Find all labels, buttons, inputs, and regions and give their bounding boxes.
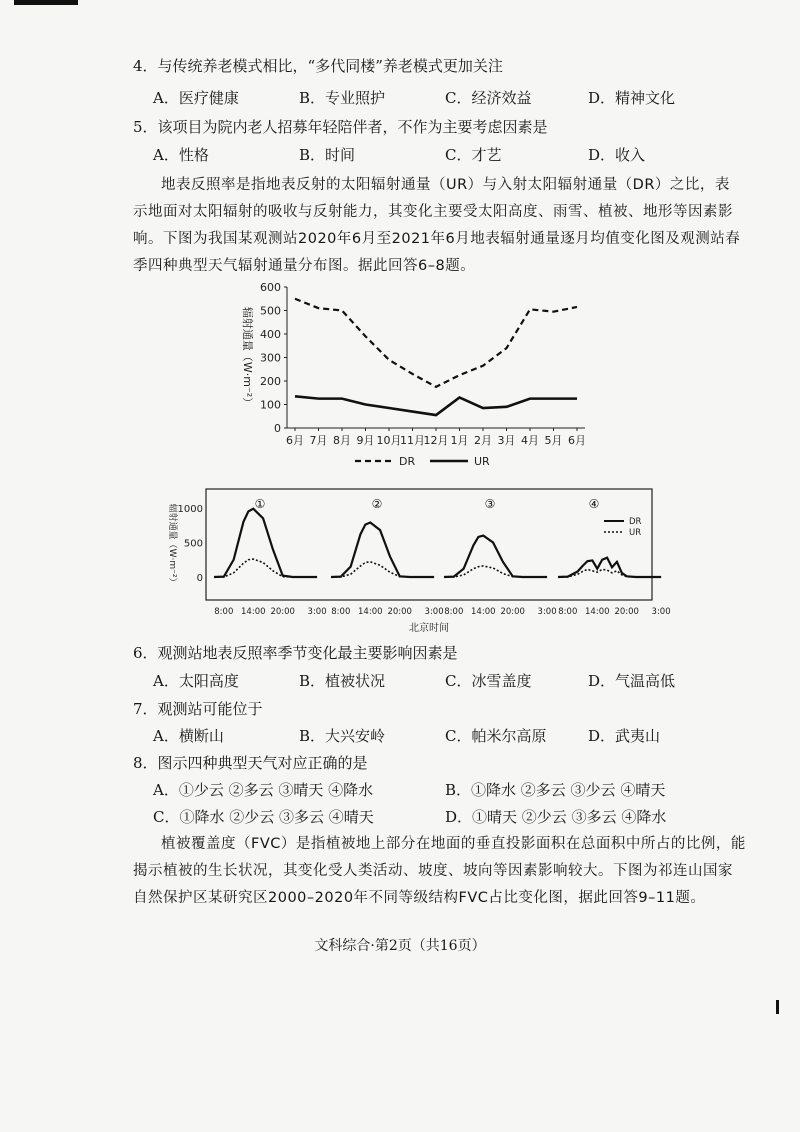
- passage-1-line-1: 地表反照率是指地表反射的太阳辐射通量（UR）与入射太阳辐射通量（DR）之比，表: [161, 177, 730, 193]
- legend-label-dr: DR: [399, 455, 416, 468]
- question-7-option-d: D．武夷山: [588, 727, 661, 745]
- series-line-ur: [295, 396, 577, 415]
- x-tick-label: 8:00: [214, 607, 234, 617]
- question-5-option-d: D．收入: [588, 146, 646, 164]
- x-tick-label: 8:00: [558, 607, 578, 617]
- question-6-option-c: C．冰雪盖度: [445, 672, 532, 690]
- y-tick-label: 200: [260, 375, 281, 388]
- x-tick-label: 12月: [423, 434, 449, 447]
- question-8-option-d: D．①晴天 ②少云 ③多云 ④降水: [445, 808, 667, 826]
- question-6-option-d: D．气温高低: [588, 672, 676, 690]
- x-tick-label: 20:00: [614, 607, 639, 617]
- passage-2-line-3: 自然保护区某研究区2000–2020年不同等级结构FVC占比变化图，据此回答9–11题。: [133, 890, 706, 906]
- y-tick-label: 100: [260, 398, 281, 412]
- x-tick-label: 20:00: [387, 607, 412, 617]
- panel-3-dr-line: [444, 536, 547, 577]
- x-tick-label: 9月: [356, 434, 375, 447]
- panel-label: ③: [484, 497, 496, 511]
- question-5-option-b: B．时间: [299, 146, 356, 164]
- legend-label-ur: UR: [474, 455, 490, 468]
- x-tick-label: 2月: [474, 434, 492, 447]
- x-tick-label: 14:00: [471, 607, 496, 617]
- question-7-stem: 7．观测站可能位于: [133, 700, 263, 718]
- page-footer: 文科综合·第2页（共16页）: [314, 938, 486, 954]
- panel-2-dr-line: [331, 522, 434, 577]
- x-tick-label: 20:00: [270, 607, 295, 617]
- passage-1-line-4: 季四种典型天气辐射通量分布图。据此回答6–8题。: [133, 258, 476, 274]
- x-tick-label: 8月: [333, 434, 351, 447]
- question-8-option-b: B．①降水 ②多云 ③少云 ④晴天: [445, 781, 666, 799]
- scan-side-mark: [776, 1000, 779, 1014]
- chart-frame: [206, 489, 652, 600]
- question-6-option-b: B．植被状况: [299, 672, 386, 690]
- x-tick-label: 8:00: [444, 607, 464, 617]
- y-tick-label: 0: [274, 422, 281, 435]
- x-tick-label: 20:00: [500, 607, 525, 617]
- question-8-option-c: C．①降水 ②少云 ③多云 ④晴天: [153, 808, 374, 826]
- x-tick-label: 3:00: [651, 607, 671, 617]
- x-tick-label: 8:00: [331, 607, 351, 617]
- passage-2-line-2: 揭示植被的生长状况，其变化受人类活动、坡度、坡向等因素影响较大。下图为祁连山国家: [133, 863, 733, 879]
- x-tick-label: 10月: [376, 434, 402, 447]
- passage-2-line-1: 植被覆盖度（FVC）是指植被地上部分在地面的垂直投影面积在总面积中所占的比例，能: [161, 836, 746, 852]
- x-tick-label: 11月: [400, 434, 425, 447]
- question-7-option-c: C．帕米尔高原: [445, 727, 547, 745]
- question-8-option-a: A．①少云 ②多云 ③晴天 ④降水: [153, 781, 374, 799]
- y-axis-label: 辐射通量（W·m⁻²）: [241, 306, 254, 409]
- legend-label-dr: DR: [629, 517, 642, 527]
- x-tick-label: 7月: [309, 434, 328, 447]
- y-tick-label: 300: [260, 351, 281, 365]
- question-4-stem: 4．与传统养老模式相比，“多代同楼”养老模式更加关注: [133, 57, 503, 75]
- passage-1-line-2: 示地面对太阳辐射的吸收与反射能力，其变化主要受太阳高度、雨雪、植被、地形等因素影: [133, 204, 733, 220]
- panel-label: ②: [371, 497, 383, 511]
- question-6-option-a: A．太阳高度: [153, 672, 239, 690]
- y-tick-label: 0: [196, 573, 203, 584]
- question-4-option-c: C．经济效益: [445, 89, 532, 107]
- panel-1-dr-line: [214, 509, 317, 577]
- series-line-dr: [295, 299, 577, 387]
- x-tick-label: 3:00: [537, 607, 557, 617]
- x-tick-label: 6月: [286, 434, 304, 447]
- question-5-option-c: C．才艺: [445, 146, 502, 164]
- x-tick-label: 5月: [544, 434, 563, 447]
- x-tick-label: 14:00: [585, 607, 610, 617]
- question-7-option-a: A．横断山: [153, 727, 224, 745]
- typical-weather-radiation-chart: [0, 480, 800, 640]
- question-4-option-a: A．医疗健康: [153, 89, 239, 107]
- question-8-stem: 8．图示四种典型天气对应正确的是: [133, 754, 368, 772]
- y-axis-label: 辐射通量（W·m⁻²）: [167, 503, 177, 587]
- question-4-option-d: D．精神文化: [588, 89, 676, 107]
- panel-4-dr-line: [558, 558, 661, 577]
- passage-1-line-3: 响。下图为我国某观测站2020年6月至2021年6月地表辐射通量逐月均值变化图及观测站春: [133, 231, 741, 247]
- question-4-option-b: B．专业照护: [299, 89, 386, 107]
- x-tick-label: 3月: [497, 434, 516, 447]
- question-6-stem: 6．观测站地表反照率季节变化最主要影响因素是: [133, 644, 458, 662]
- x-axis-label: 北京时间: [409, 623, 449, 634]
- y-tick-label: 1000: [177, 504, 203, 515]
- legend-label-ur: UR: [629, 528, 642, 538]
- x-tick-label: 4月: [521, 434, 539, 447]
- x-tick-label: 6月: [568, 434, 586, 447]
- x-tick-label: 3:00: [424, 607, 444, 617]
- y-tick-label: 600: [260, 281, 281, 294]
- x-tick-label: 1月: [450, 434, 469, 447]
- question-5-stem: 5．该项目为院内老人招募年轻陪伴者，不作为主要考虑因素是: [133, 118, 548, 136]
- y-tick-label: 500: [183, 538, 203, 550]
- question-7-option-b: B．大兴安岭: [299, 727, 386, 745]
- y-tick-label: 500: [260, 304, 281, 318]
- y-tick-label: 400: [260, 328, 281, 341]
- x-tick-label: 14:00: [358, 607, 383, 617]
- monthly-radiation-chart: [0, 0, 800, 480]
- x-tick-label: 3:00: [307, 607, 327, 617]
- question-5-option-a: A．性格: [153, 146, 209, 164]
- x-tick-label: 14:00: [241, 607, 266, 617]
- panel-label: ①: [254, 497, 266, 511]
- panel-label: ④: [588, 497, 600, 511]
